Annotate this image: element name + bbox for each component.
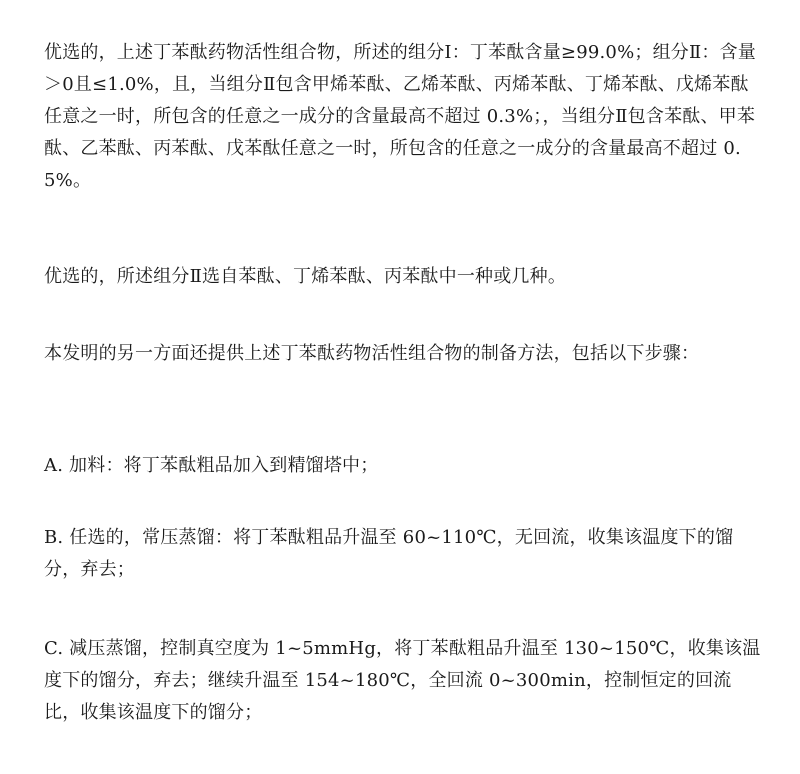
paragraph-component-selection: 优选的，所述组分Ⅱ选自苯酞、丁烯苯酞、丙苯酞中一种或几种。: [44, 266, 567, 287]
step-b-atmospheric-distillation: B. 任选的，常压蒸馏：将丁苯酞粗品升温至 60~110℃，无回流，收集该温度下的馏分，弃去；: [44, 527, 734, 580]
paragraph-preparation-intro: 本发明的另一方面还提供上述丁苯酞药物活性组合物的制备方法，包括以下步骤：: [44, 343, 700, 364]
step-a-feeding: A. 加料：将丁苯酞粗品加入到精馏塔中；: [44, 455, 379, 476]
paragraph-component-content: 优选的，上述丁苯酞药物活性组合物，所述的组分Ⅰ：丁苯酞含量≥99.0%；组分Ⅱ：含量＞0且≤1.0%，且，当组分Ⅱ包含甲烯苯酞、乙烯苯酞、丙烯苯酞、丁烯苯酞、戊烯苯酞任意之一时，所包含的任意之一成分的含量最高不超过 0.3%；，当组分Ⅱ包含苯酞、甲苯酞、乙苯酞、丙苯酞、戊苯酞任意之一时，所包含的任意之一成分的含量最高不超过 0.5%。: [44, 42, 757, 191]
step-c-vacuum-distillation: C. 减压蒸馏，控制真空度为 1~5mmHg，将丁苯酞粗品升温至 130~150℃，收集该温度下的馏分，弃去；继续升温至 154~180℃，全回流 0~300min，控制恒定的回流比，收集该温度下的馏分；: [44, 638, 761, 723]
